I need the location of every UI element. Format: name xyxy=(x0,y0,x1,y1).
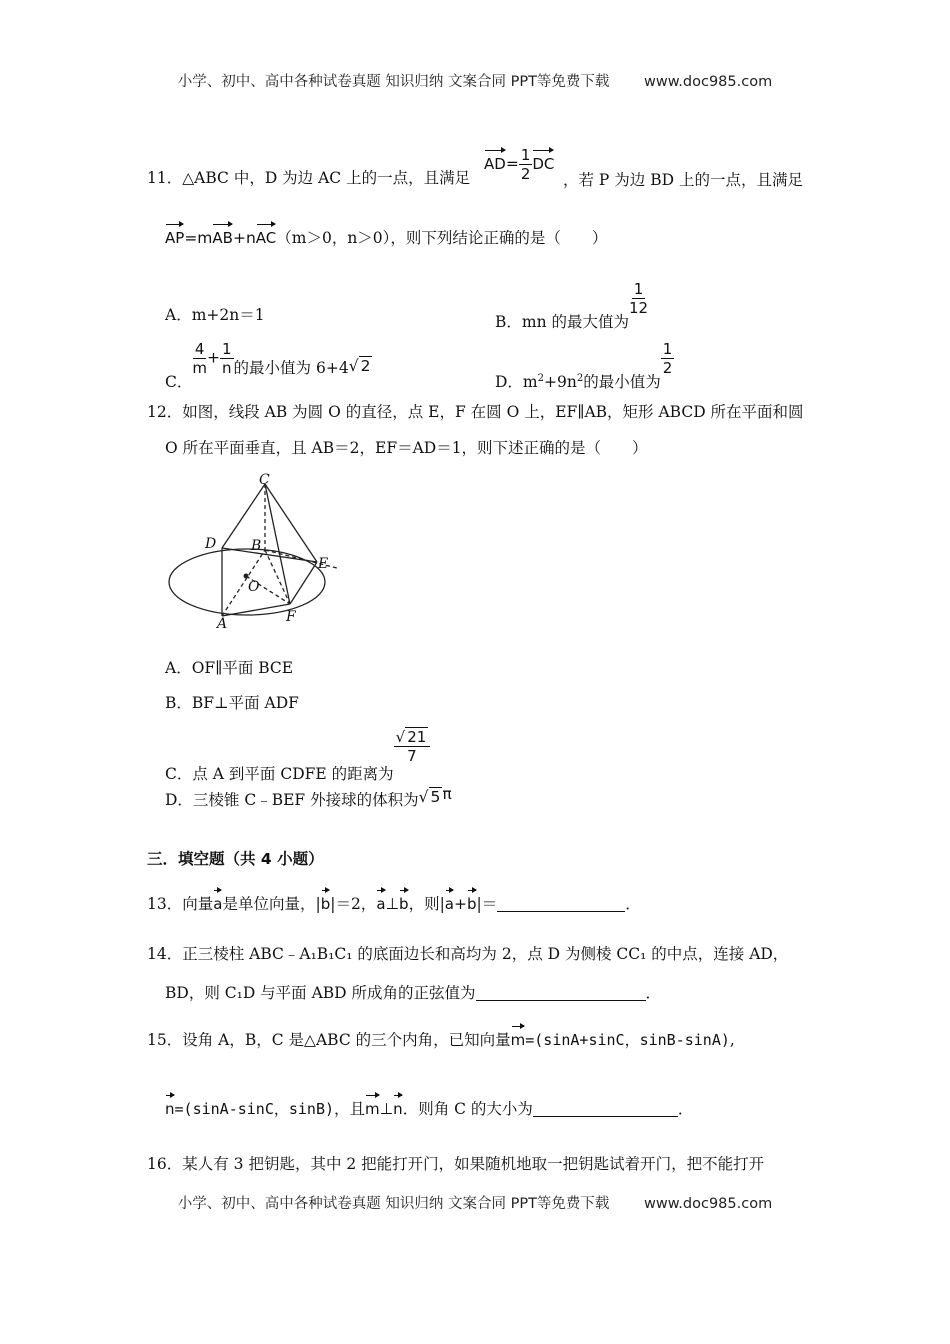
label-f: F xyxy=(286,609,296,625)
header-text: 小学、初中、高中各种试卷真题 知识归纳 文案合同 PPT等免费下载 xyxy=(177,74,610,90)
q14-line1: 14．正三棱柱 ABC﹣A₁B₁C₁ 的底面边长和高均为 2，点 D 为侧棱 CC₁ 的中点，连接 AD， xyxy=(147,945,789,963)
fraction-4-m: $\frac{4}{m}$ xyxy=(192,340,207,377)
sqrt-5: √ 5 xyxy=(418,788,441,806)
q15-answer-blank[interactable] xyxy=(533,1100,678,1117)
fraction-sqrt21-7: $\frac{√ 21}{7}$ xyxy=(394,728,431,765)
q11-line2-text: （m＞0，n＞0），则下列结论正确的是（ ） xyxy=(276,229,608,247)
vector-m: m xyxy=(511,1024,526,1050)
q11-number: 11． xyxy=(147,169,183,187)
q12-line1: 12．如图，线段 AB 为圆 O 的直径，点 E，F 在圆 O 上，EF∥AB，矩形 ABCD 所在平面和圆 xyxy=(147,403,804,421)
q15-line1: 15．设角 A，B，C 是△ABC 的三个内角，已知向量m=(sinA+sinC，sinB-sinA), xyxy=(147,1024,735,1050)
edge-fe xyxy=(290,562,317,604)
vector-ap: AP xyxy=(165,222,184,248)
label-d: D xyxy=(205,536,217,552)
section-heading: 三．填空题（共 4 小题） xyxy=(147,850,324,868)
q11-formula-ad xyxy=(484,146,554,183)
q11-option-d: D．$m^2+9n^2$的最小值为 $\frac{1}{2}$ xyxy=(495,340,673,391)
q12-option-d: D．三棱锥 C﹣BEF 外接球的体积为√ 5 π xyxy=(165,785,452,809)
q13-answer-blank[interactable] xyxy=(497,895,625,912)
q11-line1-end: ，若 P 为边 BD 上的一点，且满足 xyxy=(563,171,803,189)
q14-answer-blank[interactable] xyxy=(476,984,646,1001)
sqrt-2: √ 2 xyxy=(348,356,371,375)
vector-n: n xyxy=(165,1093,175,1119)
footer-text: 小学、初中、高中各种试卷真题 知识归纳 文案合同 PPT等免费下载 xyxy=(177,1196,610,1212)
page-header xyxy=(0,70,950,91)
q11-line2: AP=mAB+nAC（m＞0，n＞0），则下列结论正确的是（ ） xyxy=(165,222,607,248)
q13-line: 13．向量a是单位向量，|b|＝2，a⊥b，则|a+b|＝ ． xyxy=(147,888,641,914)
fraction-1-n: $\frac{1}{n}$ xyxy=(222,340,232,377)
fraction-1-2: $\frac{1}{2}$ xyxy=(662,340,673,377)
label-b: B xyxy=(251,538,262,554)
q14-line2: BD，则 C₁D 与平面 ABD 所成角的正弦值为 ． xyxy=(165,984,662,1002)
q16-line1: 16．某人有 3 把钥匙，其中 2 把能打开门，如果随机地取一把钥匙试着开门，把不能打开 xyxy=(147,1155,765,1173)
q11-option-b: B．mn 的最大值为 $\frac{1}{12}$ xyxy=(495,280,649,331)
point-o xyxy=(244,574,249,579)
q11-line1 xyxy=(147,168,470,188)
q12-figure xyxy=(162,472,352,630)
vector-ab: AB xyxy=(212,222,233,248)
q11-text-a: △ABC 中，D 为边 AC 上的一点，且满足 xyxy=(182,169,471,187)
q11-option-a: A．m+2n＝1 xyxy=(165,306,265,324)
header-url: www.doc985.com xyxy=(644,74,773,90)
q12-option-c: C．点 A 到平面 CDFE 的距离为 $\frac{√ 21}{7}$ xyxy=(165,728,430,765)
equals-sign: = xyxy=(505,154,519,173)
q11-option-c: C． $\frac{4}{m}$ + $\frac{1}{n}$ 的最小值为 6+4√ 2 xyxy=(165,340,371,391)
q12-option-a: A．OF∥平面 BCE xyxy=(165,659,294,677)
label-c: C xyxy=(259,472,270,488)
q12-line2: O 所在平面垂直，且 AB＝2，EF＝AD＝1，则下述正确的是（ ） xyxy=(165,439,648,457)
label-e: E xyxy=(318,556,329,572)
q12-option-b: B．BF⊥平面 ADF xyxy=(165,694,299,712)
footer-url: www.doc985.com xyxy=(644,1196,773,1212)
label-a: A xyxy=(217,616,228,630)
fraction-half: $\frac{1}{2}$ xyxy=(520,146,531,183)
fraction-1-12: $\frac{1}{12}$ xyxy=(629,280,649,317)
page-footer xyxy=(0,1192,950,1213)
vector-ac: AC xyxy=(256,222,276,248)
vector-a: a xyxy=(213,888,222,914)
q15-line2: n=(sinA-sinC，sinB)，且m⊥n．则角 C 的大小为 ． xyxy=(165,1093,693,1119)
vector-b: b xyxy=(321,888,331,914)
vector-dc: DC xyxy=(532,148,554,174)
label-o: O xyxy=(248,579,260,595)
vector-ad: AD xyxy=(484,148,506,174)
